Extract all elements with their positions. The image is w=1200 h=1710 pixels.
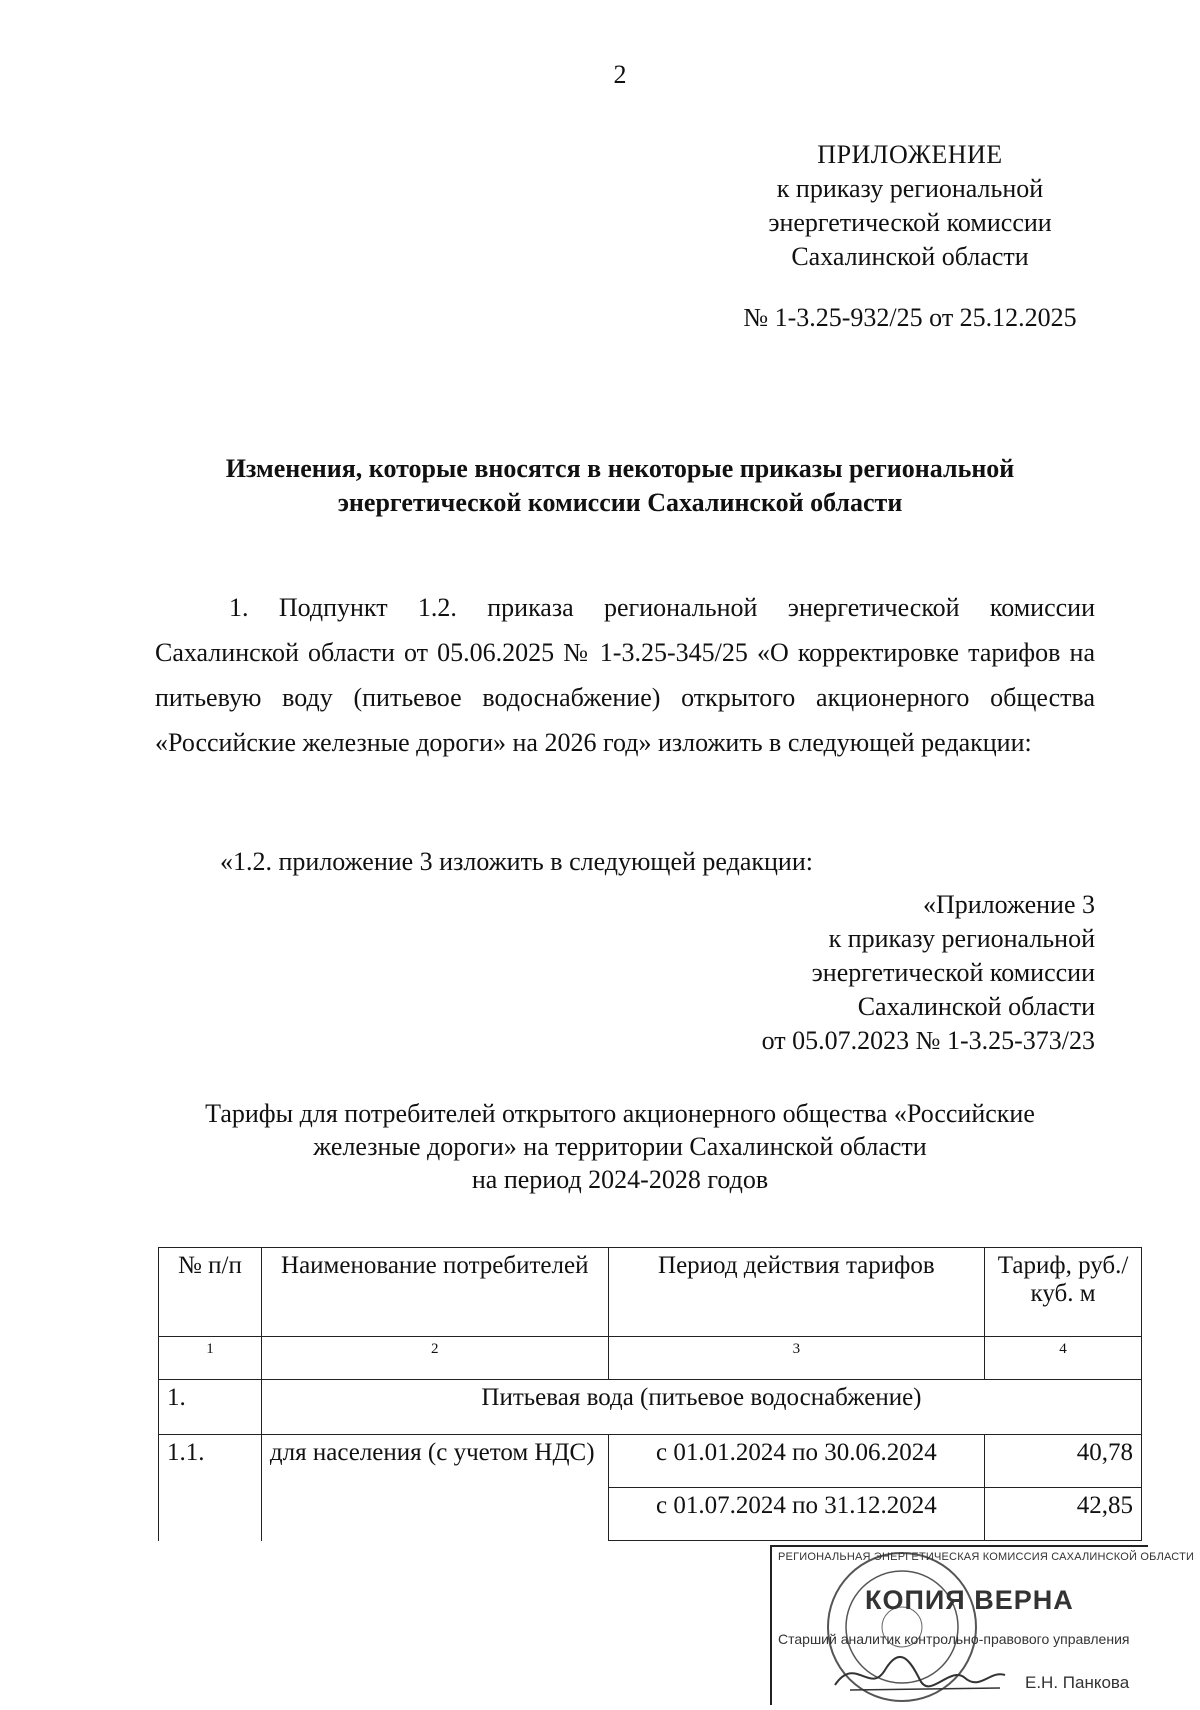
index-cell: 2 [261, 1337, 608, 1380]
signature-icon [830, 1650, 1010, 1700]
sub-appendix-block [640, 888, 1095, 1058]
paragraph-1: 1. Подпункт 1.2. приказа региональной энергетической комиссии Сахалинской области от 05.06.2025 № 1-3.25-345/25 «О корректировке тарифов на питьевую воду (питьевое водоснабжение) открытого акционерного общества «Российские железные дороги» на 2026 год» изложить в следующей редакции: [155, 593, 1095, 757]
stamp-name: Е.Н. Панкова [1025, 1673, 1130, 1692]
appendix-line: энергетической комиссии [768, 208, 1052, 237]
section-title: Питьевая вода (питьевое водоснабжение) [261, 1380, 1141, 1435]
paragraph-2: «1.2. приложение 3 изложить в следующей редакции: [220, 847, 813, 876]
tariffs-table [158, 1247, 1142, 1541]
table-header-row [159, 1248, 1142, 1337]
order-number: № 1-3.25-932/25 от 25.12.2025 [743, 303, 1077, 332]
index-cell: 1 [159, 1337, 262, 1380]
column-index-row [159, 1337, 1142, 1380]
sub-appendix-line: к приказу региональной [828, 924, 1095, 953]
appendix-block [700, 138, 1120, 274]
page-number: 2 [613, 60, 627, 89]
sub-appendix-line: энергетической комиссии [811, 958, 1095, 987]
sub-appendix-line: Сахалинской области [857, 992, 1095, 1021]
stamp-position: Старший аналитик контрольно-правового управления [778, 1631, 1130, 1647]
header-cell: № п/п [159, 1248, 262, 1337]
certification-stamp [770, 1545, 1195, 1705]
row-number: 1.1. [159, 1435, 262, 1541]
tariff-cell: 42,85 [985, 1488, 1142, 1541]
stamp-verified: КОПИЯ ВЕРНА [865, 1585, 1074, 1615]
tariff-cell: 40,78 [985, 1435, 1142, 1488]
header-cell: Наименование потребителей [261, 1248, 608, 1337]
consumer-name: для населения (с учетом НДС) [261, 1435, 608, 1541]
period-cell: с 01.07.2024 по 31.12.2024 [608, 1488, 985, 1541]
table-row [159, 1435, 1142, 1488]
table-title-line: на период 2024-2028 годов [471, 1165, 769, 1194]
stamp-organization: РЕГИОНАЛЬНАЯ ЭНЕРГЕТИЧЕСКАЯ КОМИССИЯ САХАЛИНСКОЙ ОБЛАСТИ [778, 1551, 1195, 1563]
appendix-line: к приказу региональной [776, 174, 1044, 203]
table-title [140, 1097, 1100, 1196]
table-title-line: Тарифы для потребителей открытого акционерного общества «Российские [205, 1099, 1035, 1128]
appendix-line: Сахалинской области [791, 242, 1029, 271]
period-cell: с 01.01.2024 по 30.06.2024 [608, 1435, 985, 1488]
header-cell: Тариф, руб./куб. м [985, 1248, 1142, 1337]
heading-line: Изменения, которые вносятся в некоторые приказы региональной [225, 454, 1015, 483]
table-title-line: железные дороги» на территории Сахалинской области [313, 1132, 927, 1161]
appendix-title: ПРИЛОЖЕНИЕ [817, 140, 1003, 169]
sub-appendix-line: от 05.07.2023 № 1-3.25-373/23 [761, 1026, 1095, 1055]
section-row [159, 1380, 1142, 1435]
sub-appendix-line: «Приложение 3 [922, 890, 1095, 919]
index-cell: 3 [608, 1337, 985, 1380]
document-heading [130, 452, 1110, 520]
section-number: 1. [159, 1380, 262, 1435]
heading-line: энергетической комиссии Сахалинской области [337, 488, 903, 517]
header-cell: Период действия тарифов [608, 1248, 985, 1337]
index-cell: 4 [985, 1337, 1142, 1380]
